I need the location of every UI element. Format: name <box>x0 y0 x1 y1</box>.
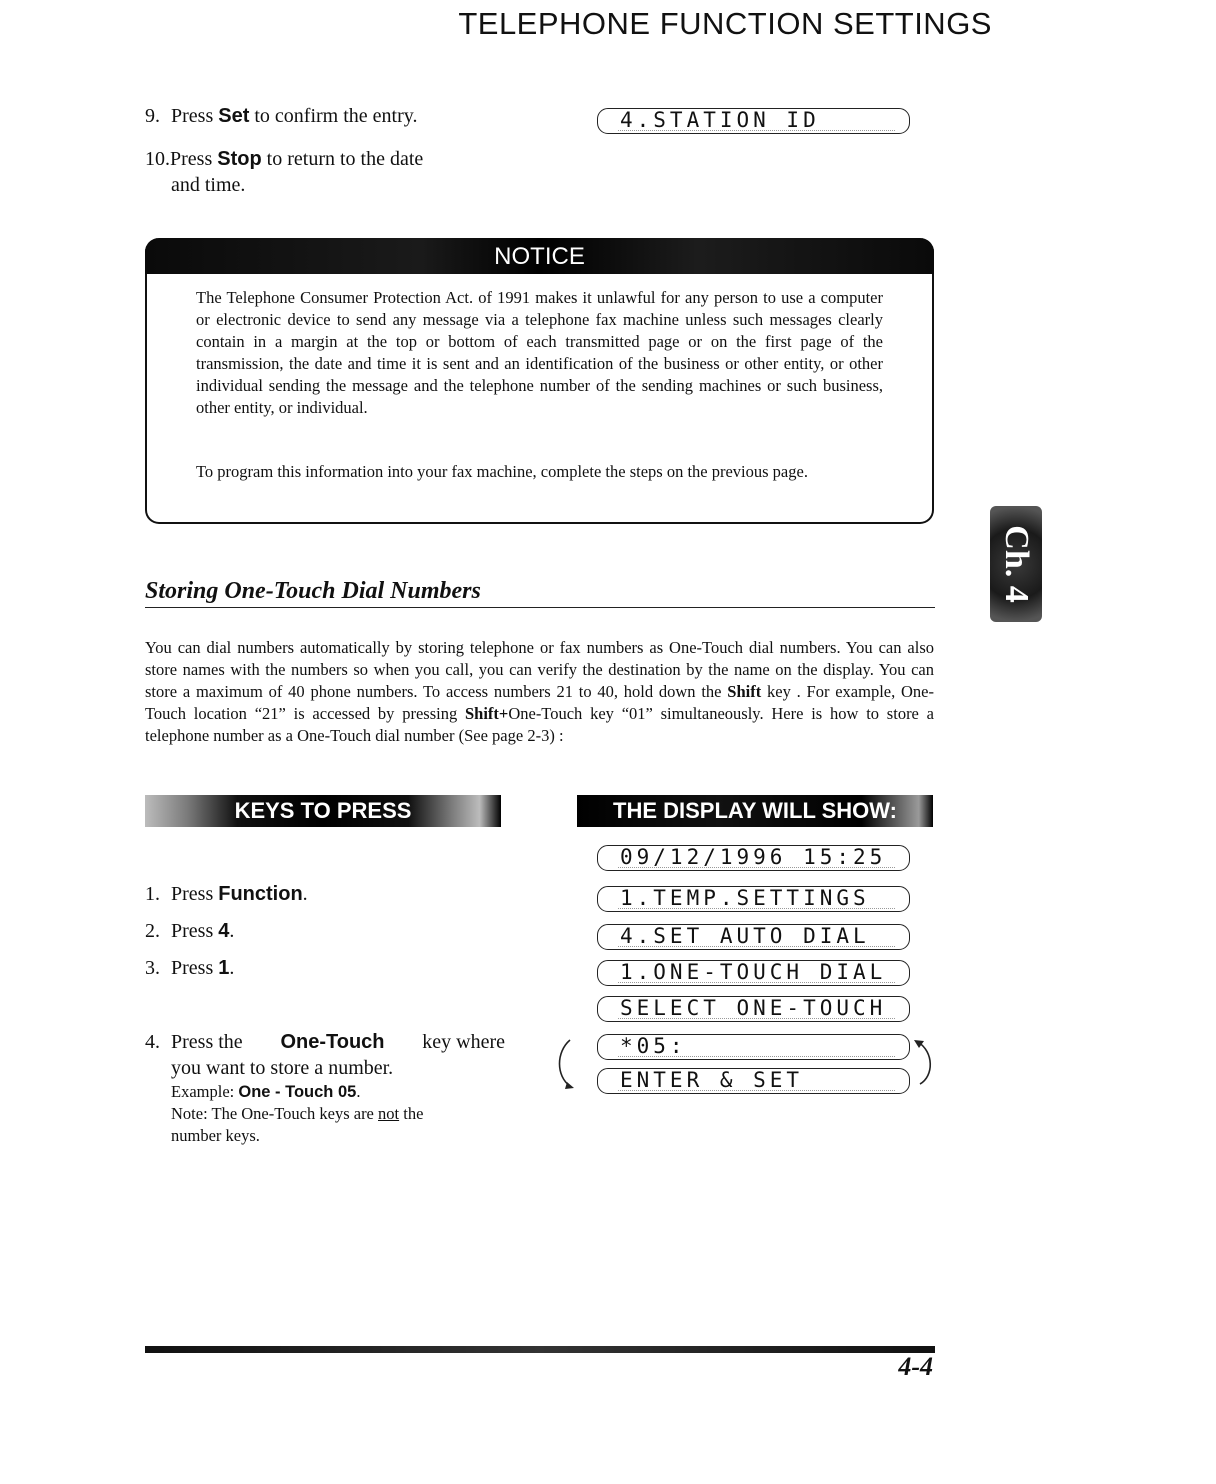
key-4: 4 <box>218 920 230 942</box>
lcd-station-05: *05: <box>597 1034 910 1060</box>
display-will-show-header: THE DISPLAY WILL SHOW: <box>577 795 933 827</box>
lcd-temp-settings: 1.TEMP.SETTINGS <box>597 886 910 912</box>
page-title: TELEPHONE FUNCTION SETTINGS <box>458 6 992 41</box>
step-4-note: Note: The One-Touch keys are not the number keys. <box>171 1104 424 1145</box>
footer-rule <box>145 1346 935 1353</box>
key-stop: Stop <box>217 148 262 170</box>
chapter-tab-label: Ch. 4 <box>998 525 1035 603</box>
lcd-one-touch-dial: 1.ONE-TOUCH DIAL <box>597 960 910 986</box>
step-9: 9. Press Set to confirm the entry. <box>145 105 418 127</box>
lcd-date-time: 09/12/1996 15:25 <box>597 845 910 871</box>
step-1: 1. Press Function. <box>145 883 308 905</box>
shift-key-2: Shift+ <box>464 704 509 723</box>
section-heading: Storing One-Touch Dial Numbers <box>145 578 481 604</box>
shift-key-1: Shift <box>727 682 762 701</box>
key-one-touch: One-Touch <box>280 1031 385 1053</box>
keys-to-press-header: KEYS TO PRESS <box>145 795 501 827</box>
alternate-arrow-right-icon <box>912 1036 944 1092</box>
key-function: Function <box>218 883 303 905</box>
key-set: Set <box>218 105 250 127</box>
notice-paragraph-1: The Telephone Consumer Protection Act. of 1991 makes it unlawful for any person to use a computer or electronic device to send any message via a telephone fax machine unless such messages clearly contain in a margin at the top or bottom of each transmitted page or on the first page of the transmission, the date and time it is sent and an identification of the business or other entity, or other individual sending the message and the telephone number of the sending machines or such business, other entity, or individual. <box>196 288 883 417</box>
intro-paragraph: You can dial numbers automatically by storing telephone or fax numbers as One-Touch dial numbers. You can also store names with the numbers so when you call, you can verify the destination by the name on the display. You can store a maximum of 40 phone numbers. To access numbers 21 to 40, hold down the Shift key . For example, One-Touch location “21” is accessed by pressing Shift+One-Touch key “01” simultaneously. Here is how to store a telephone number as a One-Touch dial number (See page 2-3) : <box>145 638 934 745</box>
step-2: 2. Press 4. <box>145 920 235 942</box>
step-3: 3. Press 1. <box>145 957 235 979</box>
notice-title: NOTICE <box>145 238 934 274</box>
key-1: 1 <box>218 957 230 979</box>
step-4-line-1: 4. Press the One-Touch key where <box>145 1031 505 1053</box>
section-rule <box>145 607 935 608</box>
lcd-set-auto-dial: 4.SET AUTO DIAL <box>597 924 910 950</box>
chapter-tab <box>990 506 1042 622</box>
lcd-station-id: 4.STATION ID <box>597 108 910 134</box>
step-10: 10.Press Stop to return to the date and time. <box>145 148 424 196</box>
lcd-enter-set: ENTER & SET <box>597 1068 910 1094</box>
lcd-select-one-touch: SELECT ONE-TOUCH <box>597 996 910 1022</box>
step-4-example: Example: One - Touch 05. <box>171 1082 361 1101</box>
page-number: 4-4 <box>898 1352 933 1381</box>
step-4: 4. Press the One-Touch key where you want to store a number. Example: One - Touch 05. Note: The One-Touch keys are not the number keys. <box>145 1031 505 1145</box>
alternate-arrow-left-icon <box>552 1036 596 1092</box>
notice-paragraph-2: To program this information into your fax machine, complete the steps on the previous page. <box>196 462 808 481</box>
